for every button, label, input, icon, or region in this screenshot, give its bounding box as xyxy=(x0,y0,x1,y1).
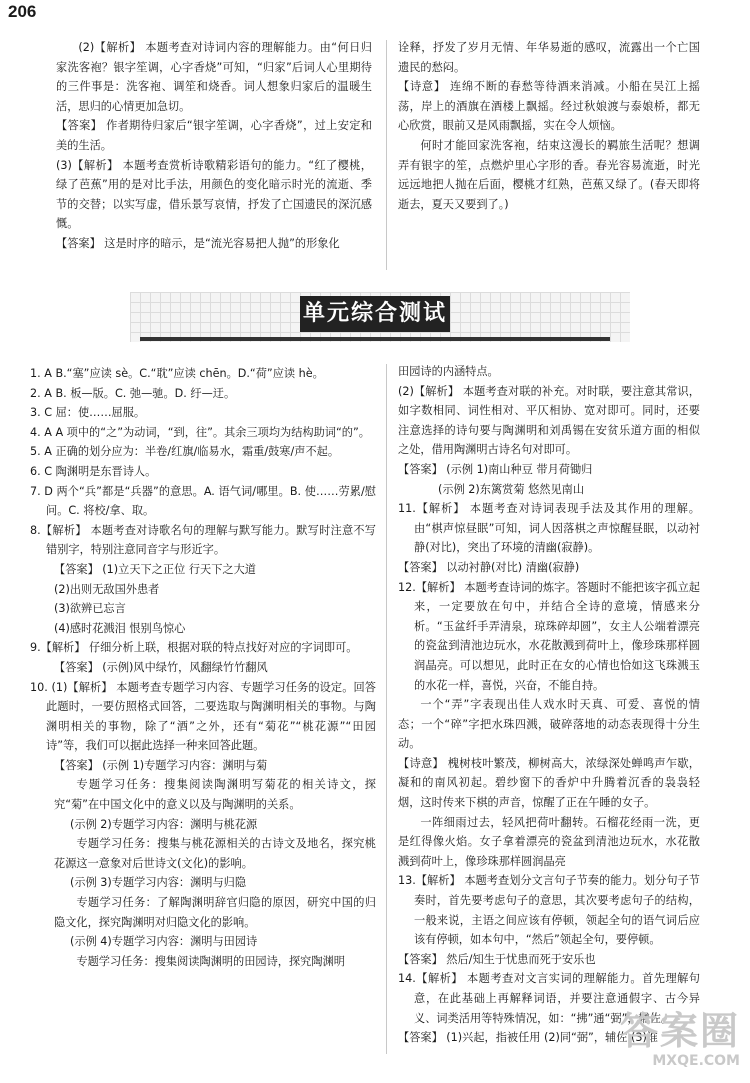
answer-line: (3)欲辨已忘言 xyxy=(54,602,126,616)
answer-item: 6. C 陶渊明是东晋诗人。 xyxy=(30,464,157,478)
answer-item: 10. (1)【解析】 本题考查专题学习内容、专题学习任务的设定。回答此题时，一要仿照格式回答，二要选取与陶渊明相关的事物。与陶渊明相关的事物，除了“酒”之外，还有“菊花”“桃花源”“田园诗”等，我们可以据此选择一种来回答此题。 xyxy=(30,680,376,753)
answer-continuation: 诠释，抒发了岁月无情、年华易逝的感叹，流露出一个亡国遗民的愁闷。 xyxy=(398,41,700,74)
answer-item: 13.【解析】 本题考查划分文言句子节奏的能力。划分句子节奏时，首先要考虑句子的意思，其次要考虑句子的结构，一般来说，主语之间应该有停顿，领起全句的语气词后应该有停顿，如本句中，“然后”领起全句，要停顿。 xyxy=(398,874,700,947)
answer-item: 8.【解析】 本题考查对诗歌名句的理解与默写能力。默写时注意不写错别字，特别注意同音字与形近字。 xyxy=(30,523,376,557)
answer-line: 【答案】 以动衬静(对比) 清幽(寂静) xyxy=(398,560,580,574)
example-heading: (示例 4)专题学习内容：渊明与田园诗 xyxy=(70,935,258,949)
watermark-logo: 答案圈 xyxy=(620,1009,741,1053)
example-heading: (示例 2)专题学习内容：渊明与桃花源 xyxy=(70,817,258,831)
answer-item: 14.【解析】 本题考查对文言实词的理解能力。首先理解句意，在此基础上再解释词语，并要注意通假字、古今异义、词类活用等特殊情况，如：“拂”通“弼”，辅佐。 xyxy=(398,972,700,1025)
answer-item: 12.【解析】 本题考查诗词的炼字。答题时不能把该字孤立起来，一定要放在句中，并结合全诗的意境，情感来分析。“玉盆纤手弄清泉，琼珠碎却圆”，女主人公端着漂亮的瓷盆到清池边玩水，水花散溅到荷叶上，像珍珠那样圆润晶亮。可以想见，此时正在女的心情也恰如这飞珠溅玉的水花一样，喜悦，兴奋，不能自持。 xyxy=(398,580,700,692)
top-left-column xyxy=(56,38,372,254)
answer-item: 2. A B. 板—版。C. 弛—驰。D. 纡—迂。 xyxy=(30,386,236,400)
watermark-url: MXQE.COM xyxy=(652,1053,740,1069)
example-heading: (示例 3)专题学习内容：渊明与归隐 xyxy=(70,876,247,890)
answer-paragraph: 【答案】 作者期待归家后“银字笙调，心字香烧”，过上安定和美的生活。 xyxy=(56,119,372,152)
analysis-paragraph: (2)【解析】 本题考查对联的补充。对时联，要注意其常识，如字数相同、词性相对、平仄相协、宽对即可。同时，还要注意选择的诗句要与陶渊明和刘禹锡在安贫乐道方面的相似之处，借用陶渊明古诗名句对即可。 xyxy=(398,384,700,457)
answer-item: 11.【解析】 本题考查对诗词表现手法及其作用的理解。由“棋声惊昼眠”可知，词人因落棋之声惊醒昼眠，以动衬静(对比)，突出了环境的清幽(寂静)。 xyxy=(398,502,700,555)
example-text: 专题学习任务：搜集阅读陶渊明的田园诗，探究陶渊明 xyxy=(76,954,345,968)
page-number: 206 xyxy=(8,2,37,21)
watermark xyxy=(620,1009,740,1079)
answer-line: 【答案】 (示例)风中绿竹，风翻绿竹竹翻风 xyxy=(54,660,268,674)
answer-line: 【答案】 (示例 1)专题学习内容：渊明与菊 xyxy=(54,758,268,772)
answer-item: 9.【解析】 仔细分析上联，根据对联的特点找好对应的字词即可。 xyxy=(30,641,358,655)
answer-line: (2)出则无敌国外患者 xyxy=(54,582,160,596)
poem-meaning-continued: 何时才能回家洗客袍，结束这漫长的羁旅生活呢？想调弄有银字的笙，点燃炉里心字形的香。春光容易流逝，时光远远地把人抛在后面，樱桃才红熟，芭蕉又绿了。(春天即将逝去，夏天又要到了。) xyxy=(398,138,700,211)
text-continuation: 田园诗的内涵特点。 xyxy=(398,365,499,378)
answer-line: 【答案】 (1)立天下之正位 行天下之大道 xyxy=(54,562,256,576)
analysis-paragraph: (2)【解析】 本题考查对诗词内容的理解能力。由“何日归家洗客袍？银字笙调，心字香烧”可知，“归家”后词人心里期待的三件事是：洗客袍、调笙和烧香。词人想象归家后的温暖生活，思归的心情更加急切。 xyxy=(56,41,372,113)
poem-meaning-continued: 一阵细雨过去，轻风把荷叶翻转。石榴花经雨一洗，更是红得像火焰。女子拿着漂亮的瓷盆到清池边玩水，水花散溅到荷叶上，像珍珠那样圆润晶亮 xyxy=(398,815,700,868)
example-text: 专题学习任务：搜集阅读陶渊明写菊花的相关诗文，探究“菊”在中国文化中的意义以及与陶渊明的关系。 xyxy=(54,778,376,812)
bottom-left-column xyxy=(30,364,376,971)
answer-line: 【答案】 (示例 1)南山种豆 带月荷锄归 xyxy=(398,462,593,476)
answer-paragraph: 一个“弄”字表现出佳人戏水时天真、可爱、喜悦的情态；一个“碎”字把水珠四溅，破碎落地的动态表现得十分生动。 xyxy=(398,698,700,751)
answer-line: 【答案】 然后/知生于忧患而死于安乐也 xyxy=(398,952,596,966)
example-text: 专题学习任务：了解陶渊明辞官归隐的原因，研究中国的归隐文化，探究陶渊明对归隐文化的影响。 xyxy=(54,896,376,929)
answer-item: 4. A A 项中的“之”为动词，“到，往”。其余三项均为结构助词“的”。 xyxy=(30,425,370,439)
poem-meaning: 【诗意】 槐树枝叶繁茂，柳树高大，浓绿深处蝉鸣声乍歇，凝和的南风初起。碧纱窗下的香炉中升腾着沉香的袅袅轻烟，这时传来下棋的声音，惊醒了正在午睡的女子。 xyxy=(398,756,700,810)
answer-item: 1. A B.“塞”应读 sè。C.“耽”应读 chēn。D.“荷”应读 hè。 xyxy=(30,367,324,380)
answer-item: 3. C 屈：使……屈服。 xyxy=(30,406,146,420)
bottom-right-column xyxy=(398,362,700,1048)
answer-line: 【答案】 (1)兴起，指被任用 (2)同“弼”，辅佐 (3)谁 xyxy=(398,1031,658,1045)
answer-line: (4)感时花溅泪 恨别鸟惊心 xyxy=(54,621,186,635)
top-right-column xyxy=(398,38,700,214)
answer-item: 5. A 正确的划分应为：半卷/红旗/临易水，霜重/鼓寒/声不起。 xyxy=(30,445,340,459)
column-divider-bottom xyxy=(386,364,387,1054)
answer-paragraph: 【答案】 这是时序的暗示，是“流光容易把人抛”的形象化 xyxy=(56,236,340,250)
section-banner-bar xyxy=(140,337,610,341)
column-divider-top xyxy=(386,40,387,270)
example-text: 专题学习任务：搜集与桃花源相关的古诗文及地名，探究桃花源这一意象对后世诗文(文化)的影响。 xyxy=(54,837,376,870)
answer-item: 7. D 两个“兵”都是“兵器”的意思。A. 语气词/哪里。B. 使……劳累/慰问。C. 将校/拿、取。 xyxy=(30,484,376,518)
section-title: 单元综合测试 xyxy=(300,296,450,332)
poem-meaning: 【诗意】 连绵不断的春愁等待酒来消减。小船在吴江上摇荡，岸上的酒旗在酒楼上飘摇。经过秋娘渡与泰娘桥，都无心欣赏，眼前又是风雨飘摇，实在令人烦恼。 xyxy=(398,80,700,133)
answer-line: (示例 2)东篱赏菊 悠然见南山 xyxy=(438,482,585,496)
analysis-paragraph: (3)【解析】 本题考查赏析诗歌精彩语句的能力。“红了樱桃，绿了芭蕉”用的是对比手法，用颜色的变化暗示时光的流逝、季节的交替；以实写虚，借乐景写哀情，抒发了亡国遗民的深沉感慨。 xyxy=(56,158,372,231)
